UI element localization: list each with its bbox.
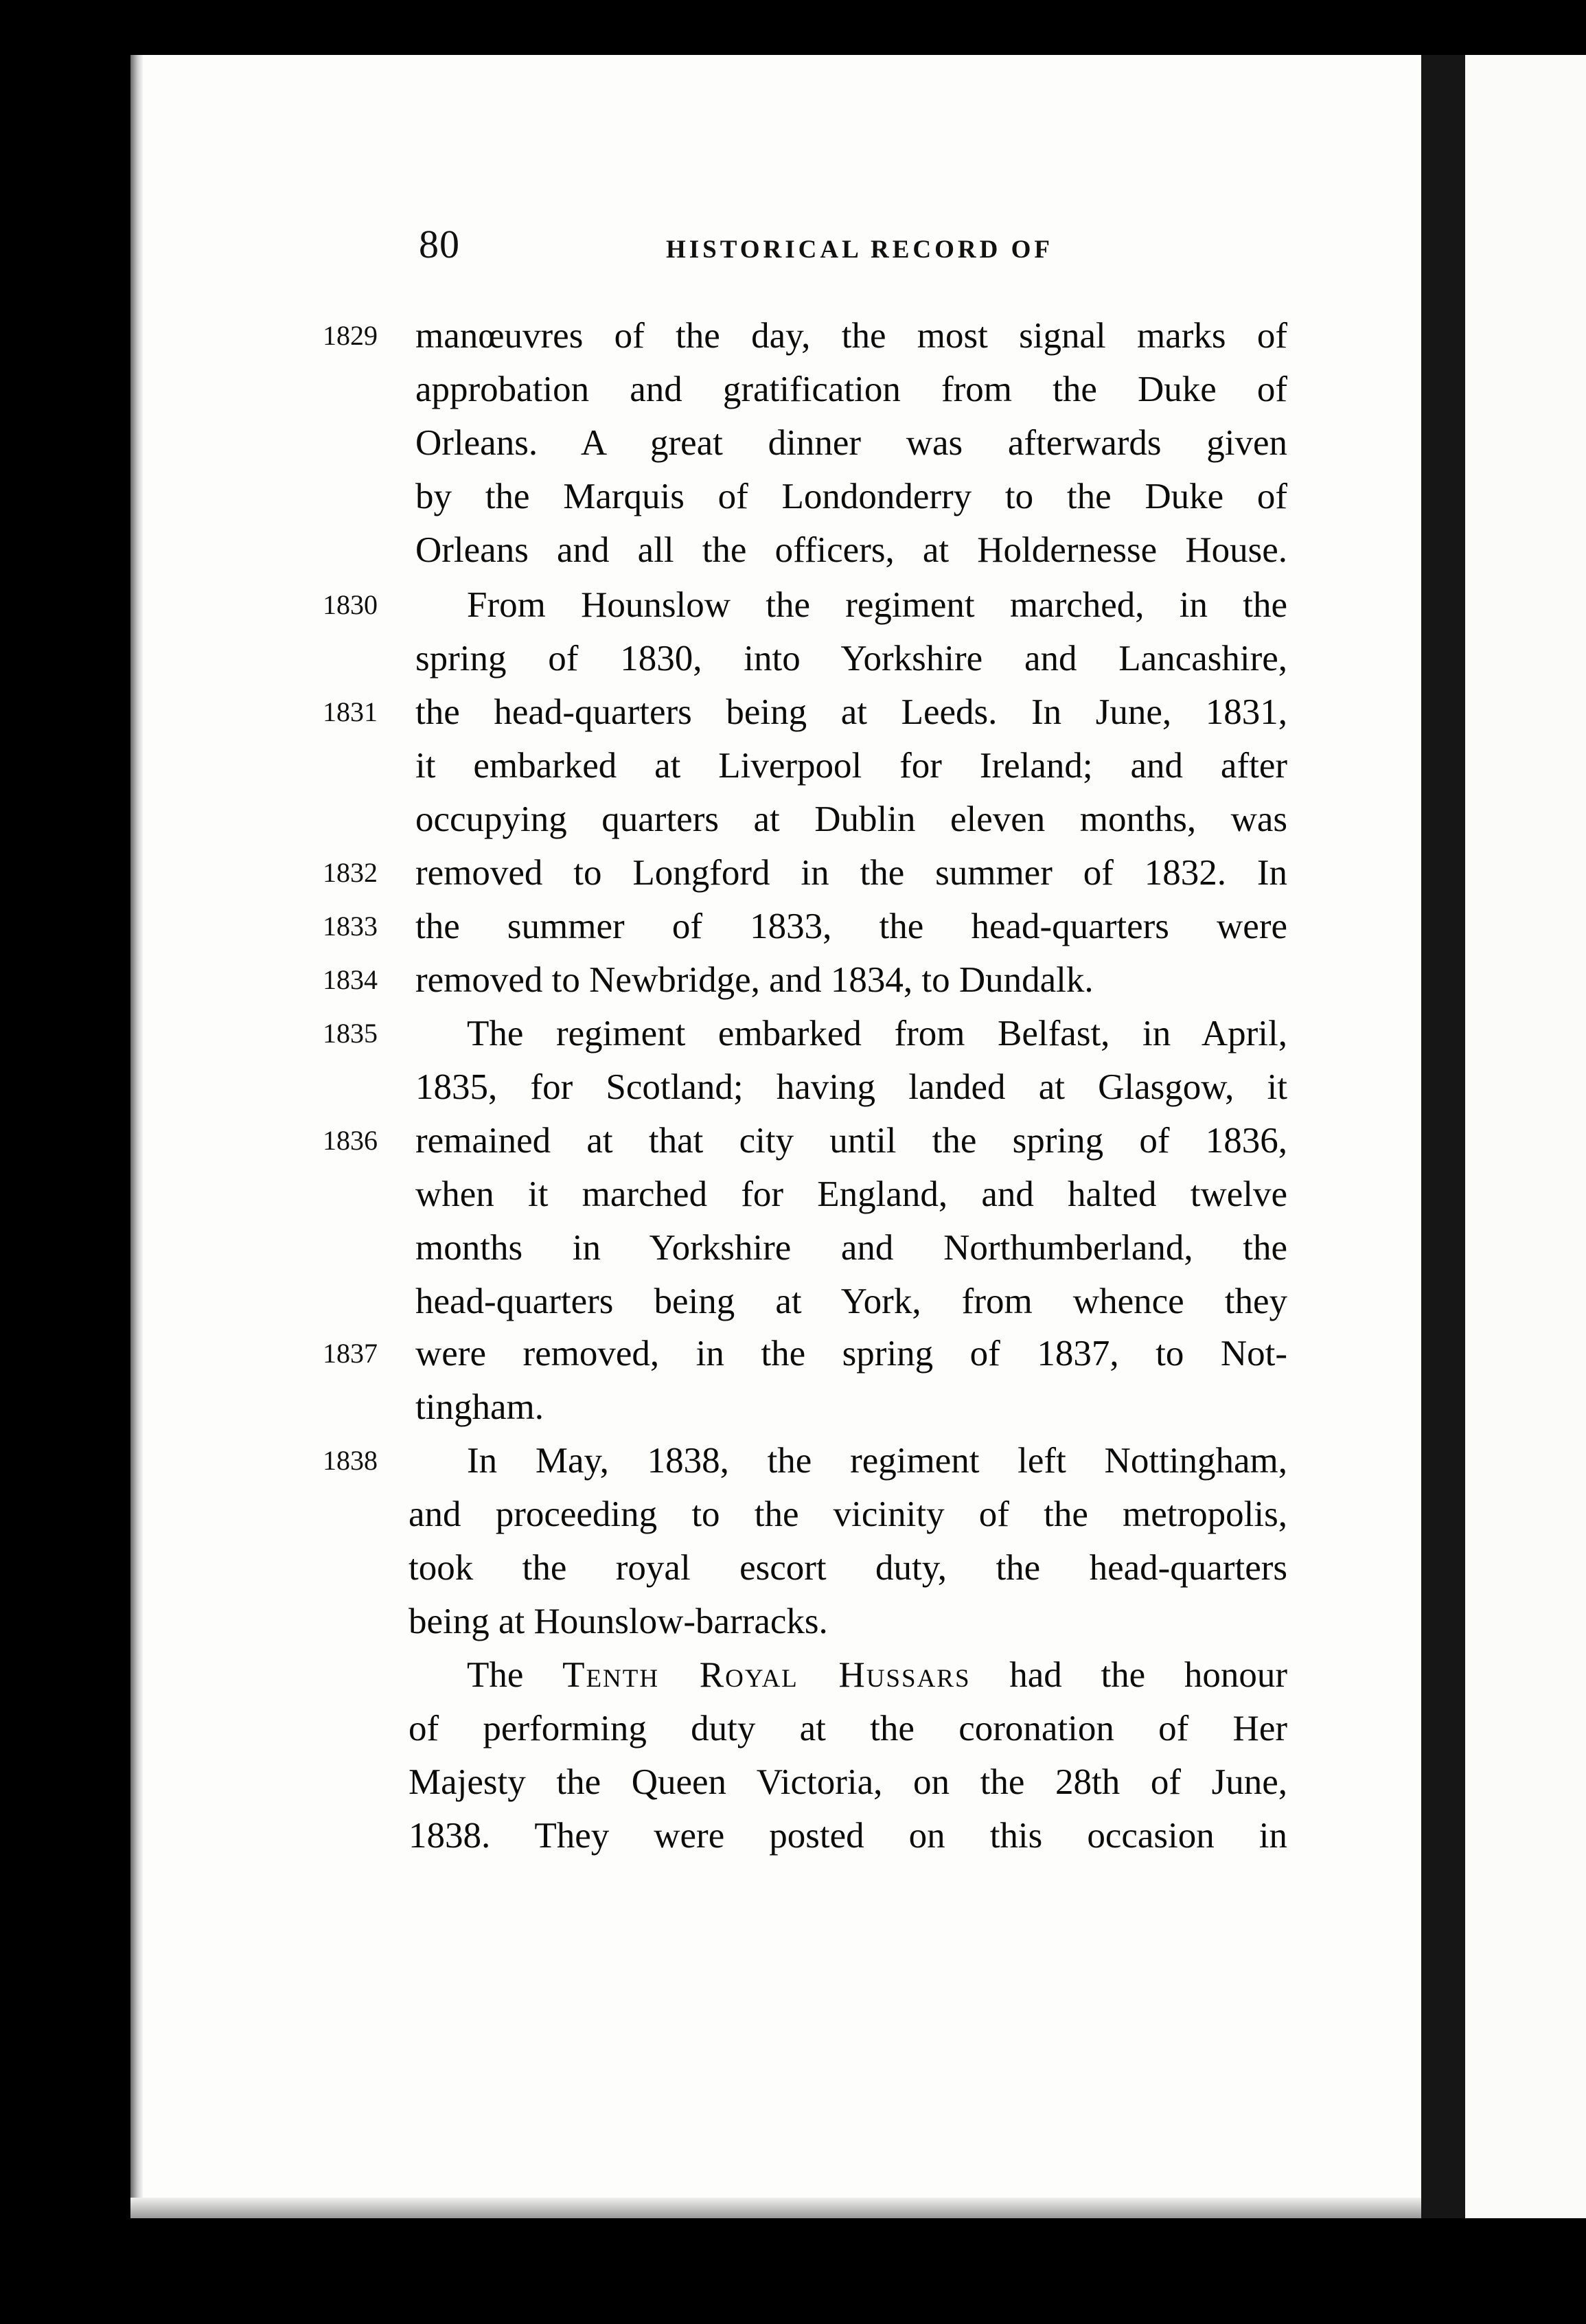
text-line-with-smallcaps xyxy=(467,1648,1287,1702)
text-fragment: had the honour xyxy=(1009,1655,1287,1695)
margin-year-1832: 1832 xyxy=(323,857,378,888)
margin-year-1838: 1838 xyxy=(323,1445,378,1476)
text-line: The regiment embarked from Belfast, in April, xyxy=(467,1014,1287,1053)
margin-year-1831: 1831 xyxy=(323,696,378,727)
margin-year-1834: 1834 xyxy=(323,964,378,995)
text-line: tingham. xyxy=(415,1387,544,1427)
page-gutter-shadow xyxy=(130,55,143,2218)
text-line: occupying quarters at Dublin eleven months, was xyxy=(415,799,1287,839)
page-bottom-edge xyxy=(130,2198,1421,2218)
text-line: From Hounslow the regiment marched, in the xyxy=(467,585,1287,625)
text-line: head-quarters being at York, from whence they xyxy=(415,1281,1287,1321)
text-line: In May, 1838, the regiment left Nottingham, xyxy=(467,1441,1287,1481)
text-line: the head-quarters being at Leeds. In June, 1831, xyxy=(415,692,1287,732)
text-line: approbation and gratification from the Duke of xyxy=(415,369,1287,409)
margin-year-1835: 1835 xyxy=(323,1018,378,1049)
text-line: Orleans. A great dinner was afterwards given xyxy=(415,423,1287,463)
text-line: of performing duty at the coronation of Her xyxy=(409,1709,1287,1748)
margin-year-1829: 1829 xyxy=(323,320,378,351)
text-line: months in Yorkshire and Northumberland, the xyxy=(415,1228,1287,1268)
text-line: Majesty the Queen Victoria, on the 28th of June, xyxy=(409,1762,1287,1802)
text-line: the summer of 1833, the head-quarters were xyxy=(415,907,1287,946)
text-line: removed to Newbridge, and 1834, to Dundalk. xyxy=(415,960,1094,1000)
text-line: took the royal escort duty, the head-quarters xyxy=(409,1548,1287,1588)
facing-page-edge xyxy=(1465,55,1586,2218)
text-line: spring of 1830, into Yorkshire and Lancashire, xyxy=(415,639,1287,679)
text-line: Orleans and all the officers, at Holdernesse House. xyxy=(415,530,1287,570)
margin-year-1837: 1837 xyxy=(323,1338,378,1369)
text-line: 1838. They were posted on this occasion in xyxy=(409,1816,1287,1856)
margin-year-1833: 1833 xyxy=(323,911,378,942)
book-fold xyxy=(1421,55,1465,2218)
text-line: removed to Longford in the summer of 1832. In xyxy=(415,853,1287,893)
text-fragment: The xyxy=(467,1655,524,1695)
text-line: and proceeding to the vicinity of the metropolis, xyxy=(409,1494,1287,1534)
text-line: when it marched for England, and halted twelve xyxy=(415,1174,1287,1214)
text-line: being at Hounslow-barracks. xyxy=(409,1602,828,1641)
page-number: 80 xyxy=(419,222,460,266)
running-head: HISTORICAL RECORD OF xyxy=(666,236,1053,264)
text-line: were removed, in the spring of 1837, to Not- xyxy=(415,1334,1287,1374)
text-line: remained at that city until the spring of 1836, xyxy=(415,1121,1287,1161)
margin-year-1836: 1836 xyxy=(323,1125,378,1156)
text-line: manœuvres of the day, the most signal marks of xyxy=(415,316,1287,356)
regiment-name-smallcaps: Tenth Royal Hussars xyxy=(562,1655,971,1695)
text-line: 1835, for Scotland; having landed at Glasgow, it xyxy=(415,1067,1287,1107)
text-line: by the Marquis of Londonderry to the Duke of xyxy=(415,477,1287,516)
margin-year-1830: 1830 xyxy=(323,589,378,620)
text-line: it embarked at Liverpool for Ireland; and after xyxy=(415,746,1287,786)
